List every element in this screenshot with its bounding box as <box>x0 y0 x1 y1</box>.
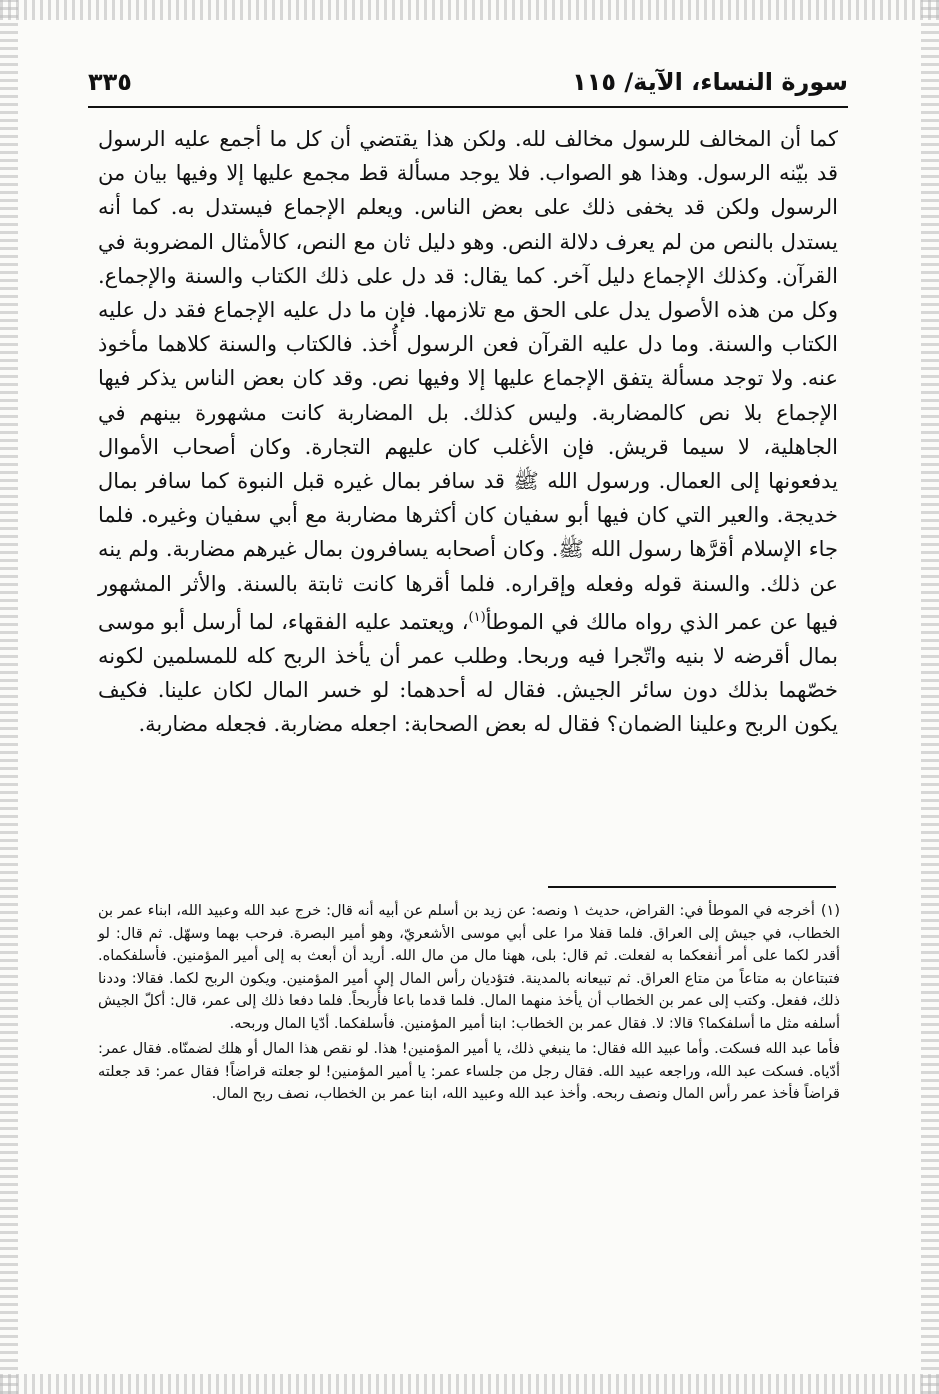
footnote-text-2: فأما عبد الله فسكت. وأما عبيد الله فقال: ما ينبغي ذلك، يا أمير المؤمنين! هذا. لو نقص هذا المال أو هلك لضمنّاه. فقال عمر: أدّياه. فسكت عبد الله، وراجعه عبيد الله. فقال رجل من جلساء عمر: يا أمير المؤمنين! لو جعلته قراضاً! فقال عمر: قد جعلته قراضاً فأخذ عمر رأس المال ونصف ربحه. وأخذ عبد الله وعبيد الله، ابنا عمر بن الخطاب، نصف ربح المال. <box>98 1041 840 1102</box>
running-header <box>88 62 848 102</box>
decorative-border-right <box>921 0 939 1394</box>
main-text-part2: ، ويعتمد عليه الفقهاء، لما أرسل أبو موسى بمال أقرضه لا بنيه واتّجرا فيه وربحا. وطلب عمر أن يأخذ الربح كله للمسلمين لكونه خصّهما بذلك دون سائر الجيش. فقال له أحدهما: لو خسر المال لكان علينا. فكيف يكون الربح وعلينا الضمان؟ فقال له بعض الصحابة: اجعله مضاربة. فجعله مضاربة. <box>98 609 838 737</box>
footnote-1-continued <box>98 1038 840 1106</box>
main-text-part1: كما أن المخالف للرسول مخالف لله. ولكن هذا يقتضي أن كل ما أجمع عليه الرسول قد بيّنه الرسول. وهذا هو الصواب. فلا يوجد مسألة قط مجمع عليها إلا وفيها بيان من الرسول ولكن قد يخفى ذلك على بعض الناس. ويعلم الإجماع فيستدل به. كما أنه يستدل بالنص من لم يعرف دلالة النص. وهو دليل ثان مع النص، كالأمثال المضروبة في القرآن. وكذلك الإجماع دليل آخر. كما يقال: قد دل على ذلك الكتاب والسنة والإجماع. وكل من هذه الأصول يدل على الحق مع تلازمها. فإن ما دل عليه الإجماع فقد دل عليه الكتاب والسنة. وما دل عليه القرآن فعن الرسول أُخذ. فالكتاب والسنة كلاهما مأخوذ عنه. ولا توجد مسألة يتفق الإجماع عليها إلا وفيها نص. وقد كان بعض الناس يذكر فيها الإجماع بلا نص كالمضاربة. وليس كذلك. بل المضاربة كانت مشهورة بينهم في الجاهلية، لا سيما قريش. فإن الأغلب كان عليهم التجارة. وكان أصحاب الأموال يدفعونها إلى العمال. ورسول الله ﷺ قد سافر بمال غيره قبل النبوة كما سافر بمال خديجة. والعير التي كان فيها أبو سفيان كان أكثرها مضاربة مع أبي سفيان وغيره. فلما جاء الإسلام أقرَّها رسول الله ﷺ. وكان أصحابه يسافرون بمال غيرهم مضاربة. ولم ينه عن ذلك. والسنة قوله وفعله وإقراره. فلما أقرها كانت ثابتة بالسنة. والأثر المشهور فيها عن عمر الذي رواه مالك في الموطأ <box>98 127 839 634</box>
decorative-border-left <box>0 0 18 1394</box>
main-text <box>98 122 838 742</box>
footnote-reference[interactable]: (١) <box>468 609 486 625</box>
header-rule <box>88 106 848 108</box>
footnote-1 <box>98 900 840 1035</box>
footnote-rule <box>548 886 836 888</box>
running-title: سورة النساء، الآية/ ١١٥ <box>572 68 848 96</box>
main-paragraph <box>98 122 838 742</box>
footnote-marker: (١) <box>820 903 840 919</box>
footnotes <box>98 900 840 1106</box>
page-number: ٣٣٥ <box>88 68 132 96</box>
decorative-border-bottom <box>0 1374 939 1394</box>
footnote-text-1: أخرجه في الموطأ في: القراض، حديث ١ ونصه: عن زيد بن أسلم عن أبيه أنه قال: خرج عبد الله وعبيد الله، ابناء عمر بن الخطاب، في جيش إلى العراق. فلما قفلا مرا على أبي موسى الأشعريّ، وهو أمير البصرة. فرحب بهما وسهّل. ثم قال: لو أقدر لكما على أمر أنفعكما به لفعلت. ثم قال: بلى، ههنا مال من مال الله. أريد أن أبعث به إلى أمير المؤمنين. فأسلفكماه. فتبتاعان به متاعاً من متاع العراق. ثم تبيعانه بالمدينة. فتؤديان رأس المال إلى أمير المؤمنين. ويكون الربح لكما. فقالا: وددنا ذلك، ففعل. وكتب إلى عمر بن الخطاب أن يأخذ منهما المال. فلما قدما باعا فأُربحاً. فلما دفعا ذلك إلى عمر، قال: أكلّ الجيش أسلفه مثل ما أسلفكما؟ قالا: لا. فقال عمر بن الخطاب: ابنا أمير المؤمنين. فأسلفكما. أدّيا المال وربحه. <box>98 903 840 1032</box>
decorative-border-top <box>0 0 939 20</box>
